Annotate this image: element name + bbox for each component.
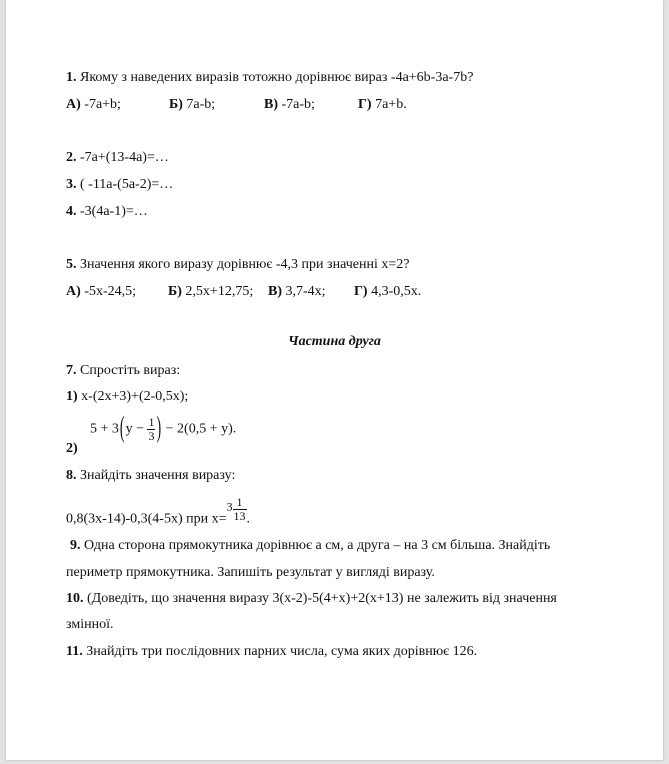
question-2: 2. -7a+(13-4a)=… — [66, 150, 169, 165]
q1-answer-b: Б) 7a-b; — [169, 97, 216, 112]
question-3: 3. ( -11a-(5a-2)=… — [66, 177, 174, 192]
mixed-fraction: $\frac{1}{13}$ — [233, 495, 246, 523]
question-1-text: Якому з наведених виразів тотожно дорівнює вираз -4a+6b-3a-7b? — [76, 70, 474, 85]
question-1 — [66, 69, 473, 87]
q1-answer-a: А) -7a+b; — [66, 97, 121, 112]
q5-answer-a: А) -5x-24,5; — [66, 284, 136, 299]
question-7-item-2-formula: 5 + 3(y − $\frac{1}{3}$ ) − 2(0,5 + y). — [90, 412, 237, 445]
question-10-line-2: змінної. — [66, 617, 114, 632]
q1-answer-c: В) -7a-b; — [264, 97, 315, 112]
question-9-line-2: периметр прямокутника. Запишіть результат у вигляді виразу. — [66, 565, 435, 580]
question-8: 8. Знайдіть значення виразу: — [66, 468, 236, 483]
question-1-number: 1. — [66, 70, 77, 85]
question-5: 5. Значення якого виразу дорівнює -4,3 при значенні x=2? — [66, 257, 410, 272]
question-11: 11. Знайдіть три послідовних парних числа, сума яких дорівнює 126. — [66, 644, 478, 659]
question-7: 7. Спростіть вираз: — [66, 363, 181, 378]
part-two-title: Частина друга — [288, 334, 381, 349]
q5-answer-d: Г) 4,3-0,5x. — [354, 284, 422, 299]
question-9-line-1: 9. Одна сторона прямокутника дорівнює a см, а друга – на 3 см більша. Знайдіть — [70, 538, 551, 553]
q1-answer-d: Г) 7a+b. — [358, 97, 407, 112]
q5-answer-b: Б) 2,5x+12,75; — [168, 284, 254, 299]
q5-answer-c: В) 3,7-4x; — [268, 284, 326, 299]
question-4: 4. -3(4a-1)=… — [66, 204, 148, 219]
question-7-item-1: 1) x-(2x+3)+(2-0,5x); — [66, 389, 189, 404]
worksheet-page — [6, 0, 663, 760]
question-7-item-2-number: 2) — [66, 441, 78, 456]
fraction-one-third: $\frac{1}{3}$ — [148, 415, 155, 443]
question-8-expression: 0,8(3x-14)-0,3(4-5x) при x=3 $\frac{1}{13}$ . — [66, 495, 251, 527]
question-10-line-1: 10. (Доведіть, що значення виразу 3(x-2)-5(4+x)+2(x+13) не залежить від значення — [66, 591, 557, 606]
